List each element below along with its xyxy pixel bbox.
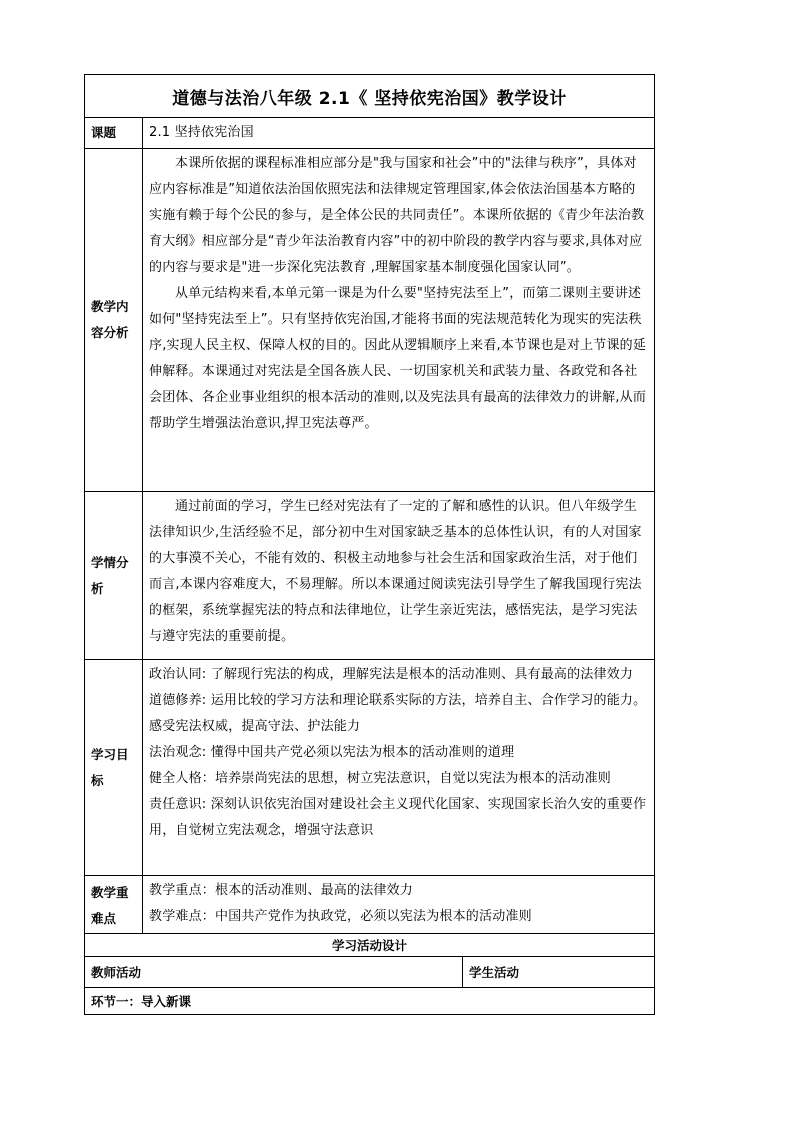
step1-label: 环节一：导入新课	[85, 988, 655, 1015]
student-activity-header: 学生活动	[463, 957, 655, 988]
topic-row	[85, 118, 655, 149]
content-analysis-paragraph: 本课所依据的课程标准相应部分是"我与国家和社会”中的"法律与秩序”，具体对应内容标准是”知道依法治国依照宪法和法律规定管理国家,体会依法治国基本方略的实施有赖于每个公民的参与，是全体公民的共同责任”。本课所依据的《青少年法治教育大纲》相应部分是“青少年法治教育内容”中的初中阶段的教学内容与要求,具体对应的内容与要求是"进一步深化宪法教育 ,理解国家基本制度强化国家认同”。	[149, 156, 645, 275]
objectives-label: 学习目标	[85, 660, 143, 876]
objective-item: 责任意识: 深刻认识依宪治国对建设社会主义现代化国家、实现国家长治久安的重要作用，自觉树立宪法观念，增强守法意识	[149, 797, 647, 838]
key-points-label: 教学重难点	[85, 876, 143, 934]
title-row	[85, 75, 655, 118]
objectives-row	[85, 660, 655, 876]
student-analysis-paragraph: 通过前面的学习，学生已经对宪法有了一定的了解和感性的认识。但八年级学生法律知识少,生活经验不足，部分初中生对国家缺乏基本的总体性认识，有的人对国家的大事漠不关心，不能有效的、积极主动地参与社会生活和国家政治生活，对于他们而言,本课内容难度大，不易理解。所以本课通过阅读宪法引导学生了解我国现行宪法的框架，系统掌握宪法的特点和法律地位，让学生亲近宪法，感悟宪法，是学习宪法与遵守宪法的重要前提。	[149, 499, 642, 644]
key-points-row	[85, 876, 655, 934]
step1-row	[85, 988, 655, 1015]
student-analysis-label: 学情分析	[85, 492, 143, 660]
content-analysis-row	[85, 149, 655, 492]
key-point-item: 教学难点：中国共产党作为执政党，必须以宪法为根本的活动准则	[149, 909, 532, 924]
activity-design-header-row	[85, 934, 655, 957]
content-analysis-label: 教学内容分析	[85, 149, 143, 492]
key-point-item: 教学重点：根本的活动准则、最高的法律效力	[149, 883, 414, 898]
content-analysis-text	[143, 149, 655, 492]
key-points-list	[143, 876, 655, 934]
objective-item: 法治观念: 懂得中国共产党必须以宪法为根本的活动准则的道理	[149, 745, 515, 760]
teacher-activity-header: 教师活动	[85, 957, 463, 988]
document-title: 道德与法治八年级 2.1《 坚持依宪治国》教学设计	[85, 75, 655, 118]
objectives-list	[143, 660, 655, 876]
activity-design-header: 学习活动设计	[85, 934, 655, 957]
lesson-plan-table	[84, 74, 655, 1015]
objective-item: 道德修养: 运用比较的学习方法和理论联系实际的方法，培养自主、合作学习的能力。感受宪法权威，提高守法、护法能力	[149, 693, 647, 734]
lesson-plan-page	[84, 74, 654, 1015]
student-analysis-row	[85, 492, 655, 660]
topic-label: 课题	[85, 118, 143, 149]
topic-value: 2.1 坚持依宪治国	[143, 118, 655, 149]
objective-item: 健全人格：培养崇尚宪法的思想，树立宪法意识，自觉以宪法为根本的活动准则	[149, 771, 612, 786]
student-analysis-text	[143, 492, 655, 660]
activity-columns-row	[85, 957, 655, 988]
content-analysis-paragraph: 从单元结构来看,本单元第一课是为什么要"坚持宪法至上”，而第二课则主要讲述如何"坚持宪法至上”。只有坚持依宪治国,才能将书面的宪法规范转化为现实的宪法秩序,实现人民主权、保障人权的目的。因此从逻辑顺序上来看,本节课也是对上节课的延伸解释。本课通过对宪法是全国各族人民、一切国家机关和武装力量、各政党和各社会团体、各企业事业组织的根本活动的准则,以及宪法具有最高的法律效力的讲解,从而帮助学生增强法治意识,捍卫宪法尊严。	[149, 286, 647, 431]
objective-item: 政治认同: 了解现行宪法的构成，理解宪法是根本的活动准则、具有最高的法律效力	[149, 667, 634, 682]
